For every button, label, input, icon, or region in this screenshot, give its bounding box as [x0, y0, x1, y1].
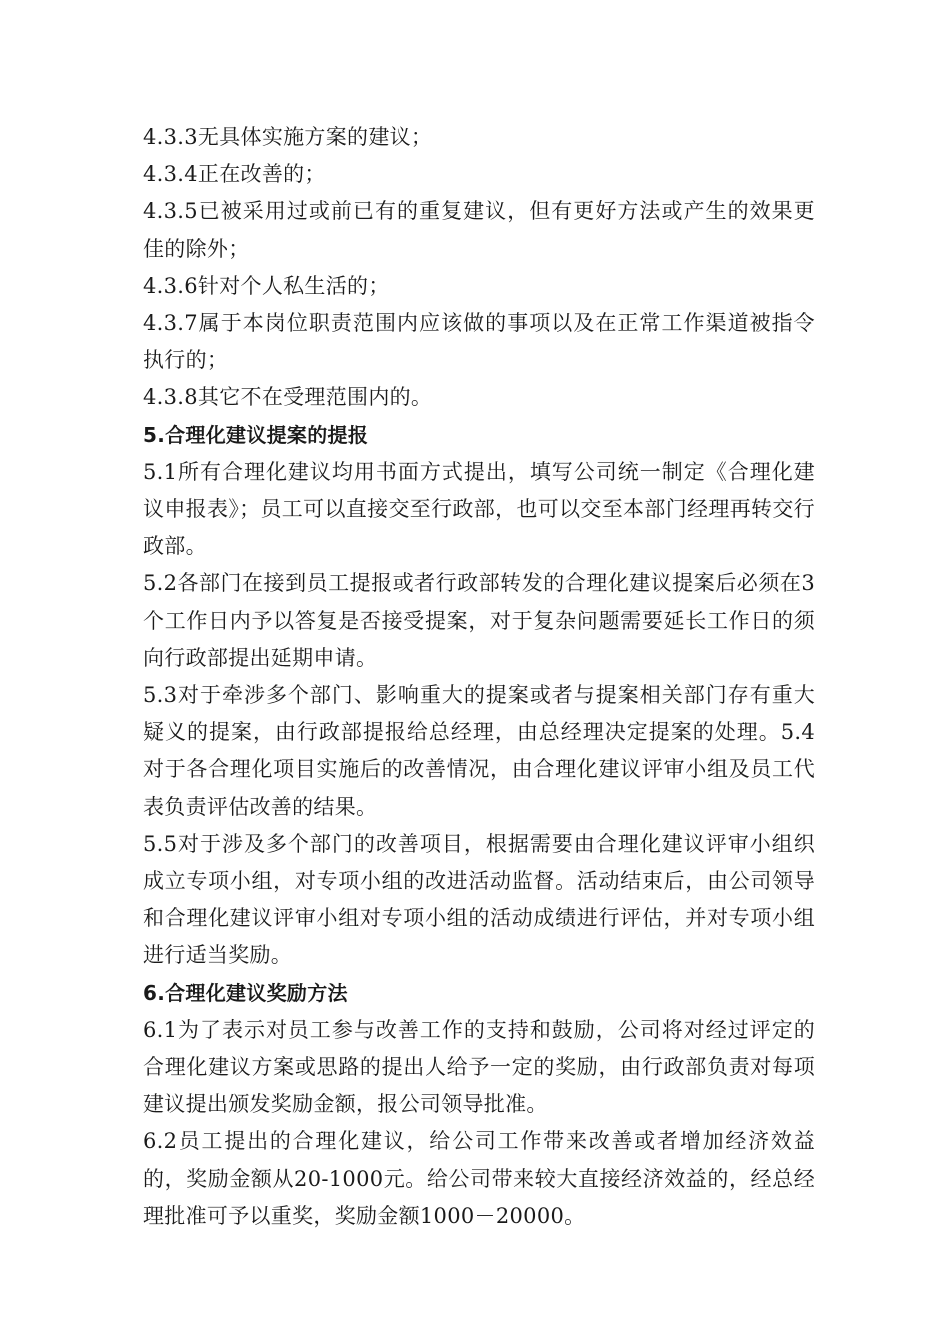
- section-6-heading: 6.合理化建议奖励方法: [143, 980, 348, 1005]
- clause-5-3: 5.3对于牵涉多个部门、影响重大的提案或者与提案相关部门存有重大疑义的提案，由行政部提报给总经理，由总经理决定提案的处理。5.4对于各合理化项目实施后的改善情况，由合理化建议评审小组及员工代表负责评估改善的结果。: [143, 683, 815, 819]
- section-5-heading: 5.合理化建议提案的提报: [143, 422, 369, 447]
- clause-5-1: 5.1所有合理化建议均用书面方式提出，填写公司统一制定《合理化建议申报表》；员工可以直接交至行政部，也可以交至本部门经理再转交行政部。: [143, 459, 815, 559]
- clause-5-5: 5.5对于涉及多个部门的改善项目，根据需要由合理化建议评审小组织成立专项小组，对专项小组的改进活动监督。活动结束后，由公司领导和合理化建议评审小组对专项小组的活动成绩进行评估，并对专项小组进行适当奖励。: [143, 831, 815, 968]
- document-body: [143, 119, 815, 1235]
- clause-6-1: 6.1为了表示对员工参与改善工作的支持和鼓励，公司将对经过评定的合理化建议方案或思路的提出人给予一定的奖励，由行政部负责对每项建议提出颁发奖励金额，报公司领导批准。: [143, 1017, 815, 1117]
- clause-6-2: 6.2员工提出的合理化建议，给公司工作带来改善或者增加经济效益的，奖励金额从20-1000元。给公司带来较大直接经济效益的，经总经理批准可予以重奖，奖励金额1000－20000。: [143, 1129, 815, 1228]
- clause-4-3-4: 4.3.4正在改善的；: [143, 162, 326, 187]
- clause-4-3-5: 4.3.5已被采用过或前已有的重复建议，但有更好方法或产生的效果更佳的除外；: [143, 199, 815, 261]
- clause-4-3-6: 4.3.6针对个人私生活的；: [143, 273, 390, 298]
- clause-4-3-8: 4.3.8其它不在受理范围内的。: [143, 385, 433, 410]
- clause-5-2: 5.2各部门在接到员工提报或者行政部转发的合理化建议提案后必须在3个工作日内予以答复是否接受提案，对于复杂问题需要延长工作日的须向行政部提出延期申请。: [143, 571, 815, 670]
- clause-4-3-3: 4.3.3无具体实施方案的建议；: [143, 125, 433, 149]
- clause-4-3-7: 4.3.7属于本岗位职责范围内应该做的事项以及在正常工作渠道被指令执行的；: [143, 311, 815, 373]
